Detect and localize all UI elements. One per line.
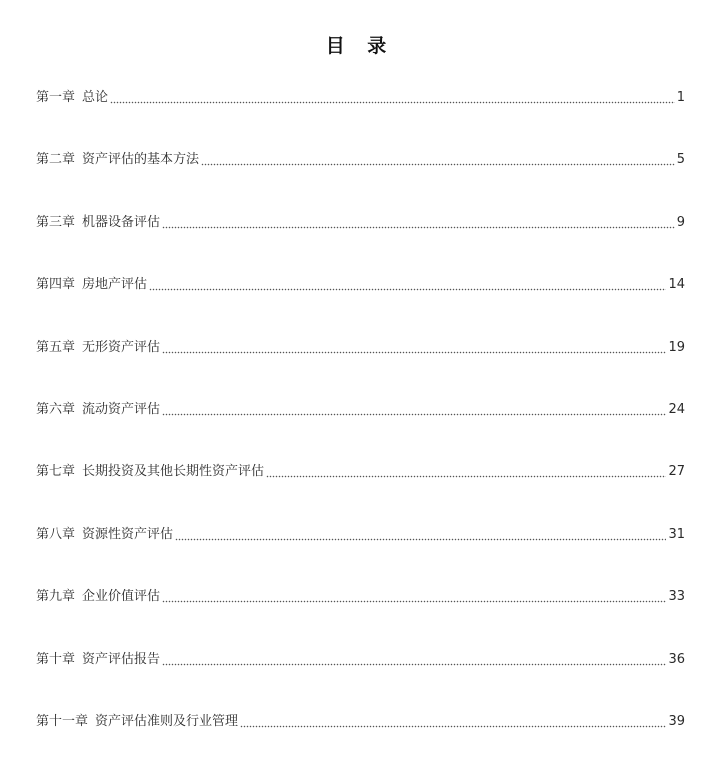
toc-entry[interactable] bbox=[36, 460, 685, 522]
entry-title: 机器设备评估 bbox=[82, 214, 161, 230]
entry-page-number: 9 bbox=[676, 214, 685, 230]
entry-page-number: 31 bbox=[668, 526, 685, 542]
entry-title: 流动资产评估 bbox=[82, 401, 161, 417]
entry-chapter: 第三章 bbox=[36, 214, 76, 230]
toc-entry[interactable] bbox=[36, 648, 685, 710]
toc-entry[interactable] bbox=[36, 398, 685, 460]
toc-entry[interactable] bbox=[36, 336, 685, 398]
toc-entry[interactable] bbox=[36, 148, 685, 210]
dot-leader bbox=[162, 336, 666, 360]
entry-page-number: 14 bbox=[668, 277, 685, 293]
entry-page-number: 36 bbox=[668, 651, 685, 667]
entry-chapter: 第九章 bbox=[36, 589, 76, 605]
entry-page-number: 33 bbox=[668, 589, 685, 605]
entry-chapter: 第六章 bbox=[36, 401, 76, 417]
entry-title: 长期投资及其他长期性资产评估 bbox=[82, 464, 265, 480]
entry-page-number: 19 bbox=[668, 339, 685, 355]
entry-chapter: 第七章 bbox=[36, 464, 76, 480]
entry-chapter: 第八章 bbox=[36, 526, 76, 542]
toc-entry[interactable] bbox=[36, 273, 685, 335]
dot-leader bbox=[162, 398, 666, 422]
dot-leader bbox=[201, 148, 675, 172]
entry-title: 无形资产评估 bbox=[82, 339, 161, 355]
entry-chapter: 第五章 bbox=[36, 339, 76, 355]
entry-chapter: 第十一章 bbox=[36, 713, 89, 729]
entry-page-number: 24 bbox=[668, 401, 685, 417]
table-of-contents bbox=[36, 86, 685, 772]
entry-chapter: 第二章 bbox=[36, 152, 76, 168]
entry-title: 资产评估的基本方法 bbox=[82, 152, 200, 168]
toc-entry[interactable] bbox=[36, 710, 685, 772]
entry-title: 资源性资产评估 bbox=[82, 526, 174, 542]
dot-leader bbox=[175, 523, 666, 547]
entry-chapter: 第十章 bbox=[36, 651, 76, 667]
entry-chapter: 第四章 bbox=[36, 277, 76, 293]
dot-leader bbox=[266, 460, 666, 484]
entry-chapter: 第一章 bbox=[36, 90, 76, 105]
entry-title: 企业价值评估 bbox=[82, 589, 161, 605]
entry-title: 资产评估报告 bbox=[82, 651, 161, 667]
dot-leader bbox=[162, 585, 666, 609]
toc-title: 目 录 bbox=[325, 35, 395, 57]
entry-title: 资产评估准则及行业管理 bbox=[95, 713, 239, 729]
entry-page-number: 1 bbox=[676, 90, 685, 105]
entry-title: 房地产评估 bbox=[82, 277, 148, 293]
entry-title: 总论 bbox=[82, 90, 109, 105]
dot-leader bbox=[149, 273, 666, 297]
entry-page-number: 39 bbox=[668, 713, 685, 729]
toc-entry[interactable] bbox=[36, 86, 685, 148]
toc-entry[interactable] bbox=[36, 585, 685, 647]
dot-leader bbox=[162, 211, 675, 235]
entry-page-number: 5 bbox=[676, 152, 685, 168]
dot-leader bbox=[240, 710, 666, 734]
entry-page-number: 27 bbox=[668, 464, 685, 480]
dot-leader bbox=[162, 648, 666, 672]
toc-entry[interactable] bbox=[36, 523, 685, 585]
toc-entry[interactable] bbox=[36, 211, 685, 273]
dot-leader bbox=[110, 86, 675, 110]
